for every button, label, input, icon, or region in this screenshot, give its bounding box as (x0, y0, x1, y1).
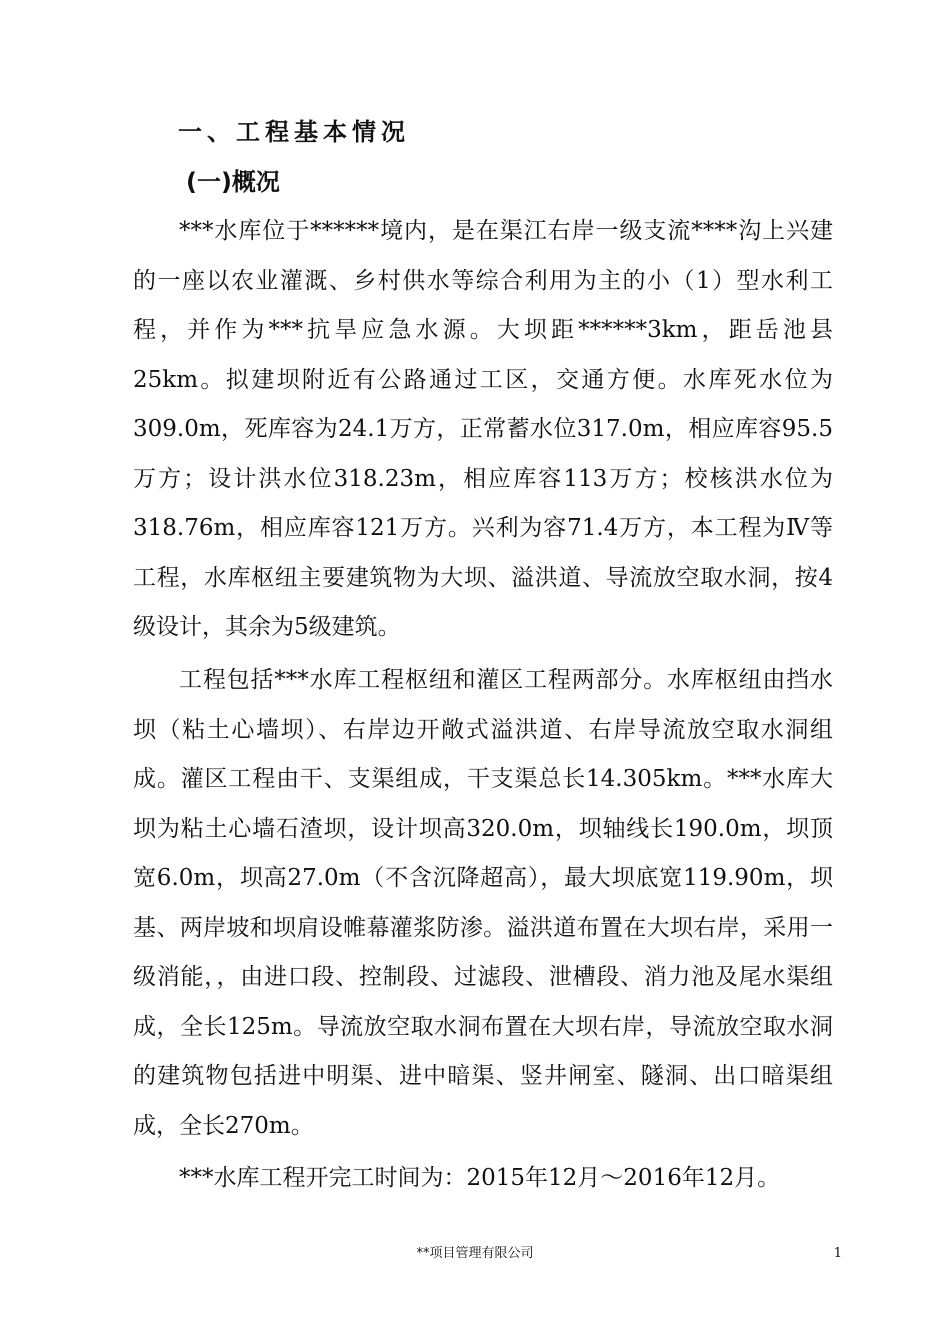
section-heading: 一、工程基本情况 (178, 118, 410, 146)
subsection-heading: (一)概况 (186, 168, 280, 196)
paragraph-schedule: ***水库工程开完工时间为：2015年12月～2016年12月。 (179, 1165, 781, 1191)
paragraph-composition: 工程包括***水库工程枢纽和灌区工程两部分。水库枢纽由挡水坝（粘土心墙坝）、右岸边开敞式溢洪道、右岸导流放空取水洞组成。灌区工程由干、支渠组成，干支渠总长14.305km。***水库大坝为粘土心墙石渣坝，设计坝高320.0m，坝轴线长190.0m，坝顶宽6.0m，坝高27.0m（不含沉降超高），最大坝底宽119.90m，坝基、两岸坡和坝肩设帷幕灌浆防渗。溢洪道布置在大坝右岸，采用一级消能，，由进口段、控制段、过滤段、泄槽段、消力池及尾水渠组成，全长125m。导流放空取水洞布置在大坝右岸，导流放空取水洞的建筑物包括进中明渠、进中暗渠、竖井闸室、隧洞、出口暗渠组成，全长270m。 (133, 667, 833, 1139)
page-number: 1 (833, 1246, 842, 1261)
paragraph-overview: ***水库位于******境内，是在渠江右岸一级支流****沟上兴建的一座以农业灌溉、乡村供水等综合利用为主的小（1）型水利工程，并作为***抗旱应急水源。大坝距******3km，距岳池县25km。拟建坝附近有公路通过工区，交通方便。水库死水位为309.0m，死库容为24.1万方，正常蓄水位317.0m，相应库容95.5万方；设计洪水位318.23m，相应库容113万方；校核洪水位为318.76m，相应库容121万方。兴利为容71.4万方，本工程为Ⅳ等工程，水库枢纽主要建筑物为大坝、溢洪道、导流放空取水洞，按4级设计，其余为5级建筑。 (133, 218, 833, 640)
footer-company: **项目管理有限公司 (416, 1246, 534, 1261)
